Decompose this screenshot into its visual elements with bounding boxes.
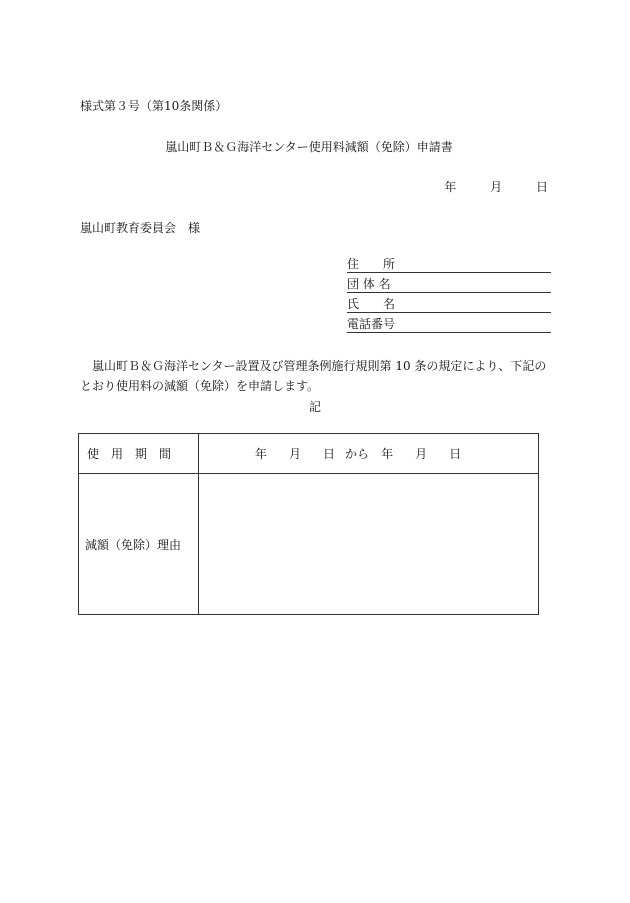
date-month: 月 [490,180,503,194]
ki-heading: 記 [308,400,321,414]
document-title-text: 嵐山町Ｂ＆Ｇ海洋センター使用料減額（免除）申請書 [165,140,453,154]
address-label: 住 所 [347,257,396,271]
reduction-reason-label: 減額（免除）理由 [79,474,199,614]
period-from: から [345,447,370,461]
phone-label: 電話番号 [347,317,396,331]
date-year: 年 [444,180,457,194]
recipient: 嵐山町教育委員会 様 [80,221,201,235]
reduction-reason-value[interactable] [199,474,538,614]
name-field[interactable] [347,296,551,313]
date-day: 日 [535,180,548,194]
document-title [0,138,630,155]
phone-field[interactable] [347,316,551,333]
period-day-start: 日 [323,447,336,461]
usage-table [78,433,539,615]
usage-period-label: 使用期間 [79,434,199,474]
usage-period-value[interactable] [199,434,538,474]
address-field[interactable] [347,256,551,273]
form-number: 様式第３号（第10条関係） [80,99,228,113]
application-statement [80,356,552,396]
application-date [444,178,548,195]
group-name-label: 団 体 名 [347,277,391,291]
period-month-start: 月 [289,447,302,461]
name-label: 氏 名 [347,297,396,311]
period-year-end: 年 [381,447,394,461]
application-statement-text: 嵐山町Ｂ＆Ｇ海洋センター設置及び管理条例施行規則第 10 条の規定により、下記のとおり使用料の減額（免除）を申請します。 [80,359,547,393]
group-name-field[interactable] [347,276,551,293]
period-month-end: 月 [415,447,428,461]
period-day-end: 日 [449,447,462,461]
period-year-start: 年 [255,447,268,461]
